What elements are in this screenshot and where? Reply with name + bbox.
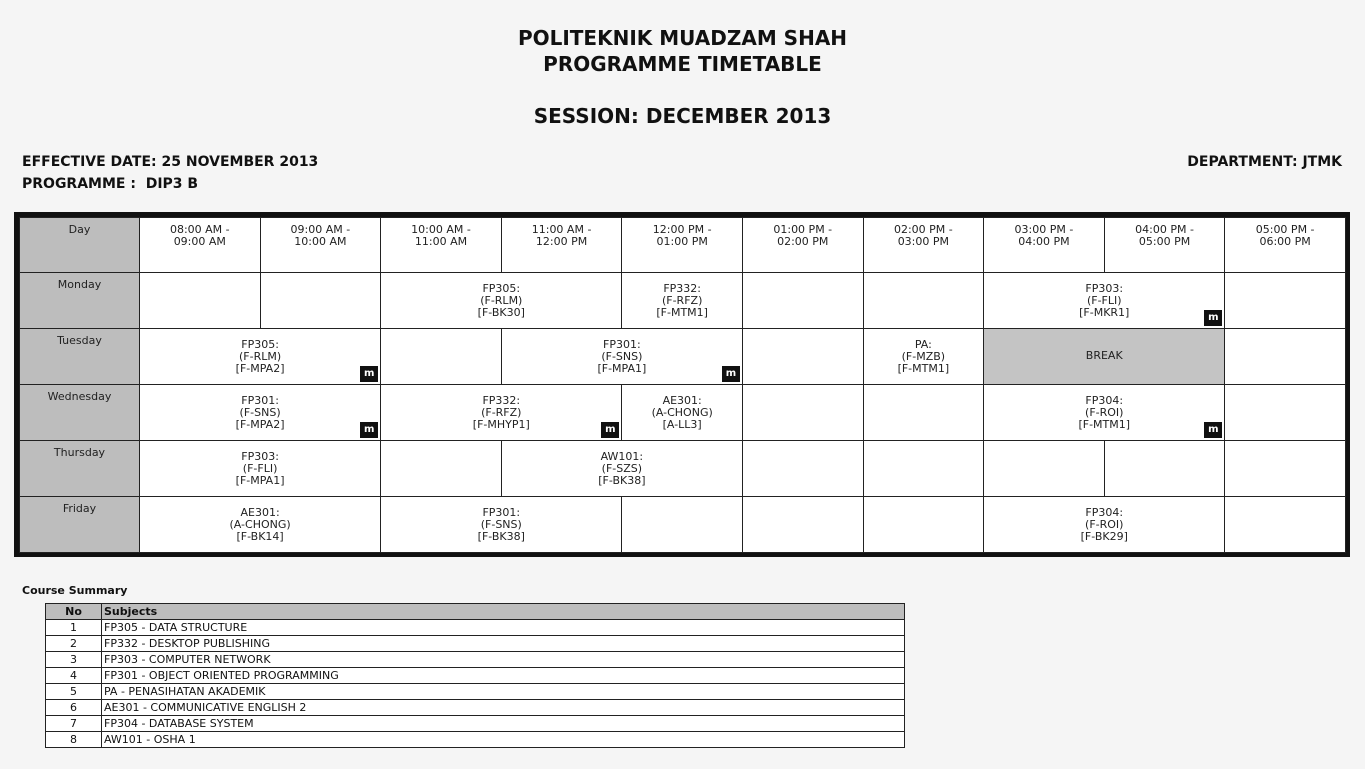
- room-code: [F-MTM1]: [1078, 418, 1131, 431]
- course-code: FP301:: [241, 394, 279, 407]
- summary-row: [46, 636, 905, 652]
- time-slot-header: [1225, 218, 1346, 273]
- summary-no: 3: [46, 652, 102, 668]
- room-code: [A-LL3]: [662, 418, 702, 431]
- time-slot-label: 05:00 PM -: [1255, 223, 1315, 236]
- class-cell: [622, 273, 743, 329]
- empty-cell: [381, 441, 502, 497]
- summary-row: [46, 732, 905, 748]
- time-slot-header: [501, 218, 622, 273]
- course-code: AE301:: [240, 506, 280, 519]
- room-code: [F-BK38]: [477, 530, 525, 543]
- summary-no: 1: [46, 620, 102, 636]
- summary-subject: FP305 - DATA STRUCTURE: [102, 620, 905, 636]
- class-cell: [501, 329, 742, 385]
- room-code: [F-MTM1]: [897, 362, 950, 375]
- room-code: [F-MPA1]: [597, 362, 647, 375]
- lecturer-code: (F-FLI): [242, 462, 278, 475]
- summary-no: 5: [46, 684, 102, 700]
- lecturer-code: (A-CHONG): [651, 406, 713, 419]
- class-cell: [140, 385, 381, 441]
- day-label: Thursday: [20, 441, 140, 497]
- effective-date: EFFECTIVE DATE: 25 NOVEMBER 2013: [22, 154, 319, 170]
- course-code: FP332:: [482, 394, 521, 407]
- summary-no-header: No: [46, 604, 102, 620]
- empty-cell: [742, 497, 863, 553]
- time-slot-label: 09:00 AM -: [290, 223, 351, 236]
- time-slot-label: 01:00 PM -: [773, 223, 833, 236]
- timetable-row-wednesday: [20, 385, 1346, 441]
- lecturer-code: (A-CHONG): [229, 518, 291, 531]
- summary-subject: AW101 - OSHA 1: [102, 732, 905, 748]
- course-code: PA:: [914, 338, 932, 351]
- lecturer-code: (F-RFZ): [661, 294, 703, 307]
- department-label: DEPARTMENT: JTMK: [1187, 154, 1342, 170]
- course-code: FP304:: [1085, 506, 1124, 519]
- m-badge: m: [360, 366, 378, 382]
- empty-cell: [140, 273, 261, 329]
- summary-row: [46, 716, 905, 732]
- empty-cell: [742, 329, 863, 385]
- time-slot-label: 11:00 AM: [414, 235, 468, 248]
- day-column-header: Day: [20, 218, 140, 273]
- lecturer-code: (F-ROI): [1085, 406, 1124, 419]
- lecturer-code: (F-ROI): [1085, 518, 1124, 531]
- empty-cell: [863, 441, 984, 497]
- empty-cell: [381, 329, 502, 385]
- programme-label: PROGRAMME : DIP3 B: [22, 176, 199, 192]
- day-label: Monday: [20, 273, 140, 329]
- time-slot-header: [1104, 218, 1225, 273]
- summary-no: 2: [46, 636, 102, 652]
- time-slot-label: 08:00 AM -: [169, 223, 230, 236]
- timetable-header-row: [20, 218, 1346, 273]
- room-code: [F-BK14]: [236, 530, 284, 543]
- empty-cell: [863, 385, 984, 441]
- time-slot-label: 04:00 PM: [1018, 235, 1070, 248]
- course-summary-title: Course Summary: [22, 584, 128, 597]
- room-code: [F-MPA2]: [235, 362, 285, 375]
- empty-cell: [260, 273, 381, 329]
- time-slot-label: 12:00 PM: [535, 235, 588, 248]
- summary-row: [46, 668, 905, 684]
- time-slot-label: 01:00 PM: [656, 235, 708, 248]
- time-slot-label: 10:00 AM: [294, 235, 347, 248]
- class-cell: [381, 273, 622, 329]
- lecturer-code: (F-SNS): [239, 406, 281, 419]
- time-slot-label: 02:00 PM: [777, 235, 829, 248]
- class-cell: [140, 441, 381, 497]
- course-code: FP301:: [482, 506, 521, 519]
- day-label: Tuesday: [20, 329, 140, 385]
- time-slot-label: 04:00 PM -: [1135, 223, 1194, 236]
- empty-cell: [1104, 441, 1225, 497]
- summary-subject: AE301 - COMMUNICATIVE ENGLISH 2: [102, 700, 905, 716]
- class-cell: [381, 385, 622, 441]
- lecturer-code: (F-FLI): [1086, 294, 1122, 307]
- document-title: PROGRAMME TIMETABLE: [543, 52, 822, 76]
- empty-cell: [1225, 273, 1346, 329]
- course-code: FP305:: [241, 338, 279, 351]
- class-cell: [501, 441, 742, 497]
- timetable-frame: [14, 212, 1350, 557]
- summary-row: [46, 652, 905, 668]
- lecturer-code: (F-MZB): [901, 350, 946, 363]
- time-slot-header: [742, 218, 863, 273]
- summary-header-row: [46, 604, 905, 620]
- time-slot-label: 12:00 PM -: [652, 223, 712, 236]
- course-code: FP332:: [663, 282, 701, 295]
- room-code: [F-BK29]: [1080, 530, 1128, 543]
- institution-title: POLITEKNIK MUADZAM SHAH: [517, 26, 848, 50]
- break-cell: BREAK: [984, 329, 1225, 385]
- m-badge: m: [601, 422, 619, 438]
- session-title: SESSION: DECEMBER 2013: [533, 104, 832, 128]
- room-code: [F-MPA1]: [235, 474, 285, 487]
- summary-no: 8: [46, 732, 102, 748]
- class-cell: [140, 329, 381, 385]
- empty-cell: [984, 441, 1105, 497]
- time-slot-header: [260, 218, 381, 273]
- time-slot-label: 11:00 AM -: [531, 223, 592, 236]
- class-cell: [622, 385, 743, 441]
- class-cell: [381, 497, 622, 553]
- summary-no: 6: [46, 700, 102, 716]
- summary-no: 7: [46, 716, 102, 732]
- summary-subject: PA - PENASIHATAN AKADEMIK: [102, 684, 905, 700]
- empty-cell: [863, 273, 984, 329]
- m-badge: m: [1204, 422, 1222, 438]
- day-label: Friday: [20, 497, 140, 553]
- lecturer-code: (F-SNS): [480, 518, 522, 531]
- time-slot-header: [984, 218, 1105, 273]
- time-slot-header: [622, 218, 743, 273]
- time-slot-label: 03:00 PM -: [1014, 223, 1074, 236]
- summary-row: [46, 684, 905, 700]
- course-code: AW101:: [600, 450, 644, 463]
- course-code: FP303:: [241, 450, 279, 463]
- summary-subject: FP301 - OBJECT ORIENTED PROGRAMMING: [102, 668, 905, 684]
- time-slot-label: 06:00 PM: [1259, 235, 1311, 248]
- room-code: [F-MKR1]: [1079, 306, 1130, 319]
- timetable: [19, 217, 1346, 553]
- empty-cell: [742, 441, 863, 497]
- summary-subject: FP332 - DESKTOP PUBLISHING: [102, 636, 905, 652]
- lecturer-code: (F-SZS): [601, 462, 643, 475]
- time-slot-header: [140, 218, 261, 273]
- course-code: FP303:: [1085, 282, 1124, 295]
- time-slot-header: [863, 218, 984, 273]
- course-code: AE301:: [662, 394, 702, 407]
- lecturer-code: (F-RLM): [480, 294, 523, 307]
- course-code: FP301:: [603, 338, 641, 351]
- empty-cell: [1225, 385, 1346, 441]
- m-badge: m: [1204, 310, 1222, 326]
- timetable-row-thursday: [20, 441, 1346, 497]
- room-code: [F-MTM1]: [656, 306, 708, 319]
- summary-row: [46, 700, 905, 716]
- time-slot-label: 03:00 PM: [897, 235, 950, 248]
- day-label: Wednesday: [20, 385, 140, 441]
- time-slot-label: 10:00 AM -: [411, 223, 471, 236]
- timetable-row-tuesday: [20, 329, 1346, 385]
- timetable-row-monday: [20, 273, 1346, 329]
- time-slot-header: [381, 218, 502, 273]
- empty-cell: [1225, 441, 1346, 497]
- room-code: [F-BK38]: [598, 474, 646, 487]
- class-cell: [984, 385, 1225, 441]
- class-cell: [140, 497, 381, 553]
- class-cell: [984, 273, 1225, 329]
- m-badge: m: [360, 422, 378, 438]
- course-code: FP304:: [1085, 394, 1124, 407]
- class-cell: [863, 329, 984, 385]
- empty-cell: [1225, 497, 1346, 553]
- course-code: FP305:: [482, 282, 521, 295]
- class-cell: [984, 497, 1225, 553]
- lecturer-code: (F-RFZ): [481, 406, 522, 419]
- empty-cell: [622, 497, 743, 553]
- time-slot-label: 09:00 AM: [173, 235, 226, 248]
- summary-row: [46, 620, 905, 636]
- m-badge: m: [722, 366, 740, 382]
- empty-cell: [863, 497, 984, 553]
- empty-cell: [742, 385, 863, 441]
- room-code: [F-MHYP1]: [472, 418, 530, 431]
- room-code: [F-BK30]: [477, 306, 525, 319]
- summary-no: 4: [46, 668, 102, 684]
- course-summary-table: [45, 603, 905, 748]
- summary-subjects-header: Subjects: [102, 604, 905, 620]
- lecturer-code: (F-RLM): [239, 350, 282, 363]
- timetable-row-friday: [20, 497, 1346, 553]
- room-code: [F-MPA2]: [235, 418, 285, 431]
- summary-subject: FP303 - COMPUTER NETWORK: [102, 652, 905, 668]
- time-slot-label: 05:00 PM: [1138, 235, 1191, 248]
- lecturer-code: (F-SNS): [601, 350, 643, 363]
- summary-subject: FP304 - DATABASE SYSTEM: [102, 716, 905, 732]
- empty-cell: [1225, 329, 1346, 385]
- empty-cell: [742, 273, 863, 329]
- time-slot-label: 02:00 PM -: [893, 223, 953, 236]
